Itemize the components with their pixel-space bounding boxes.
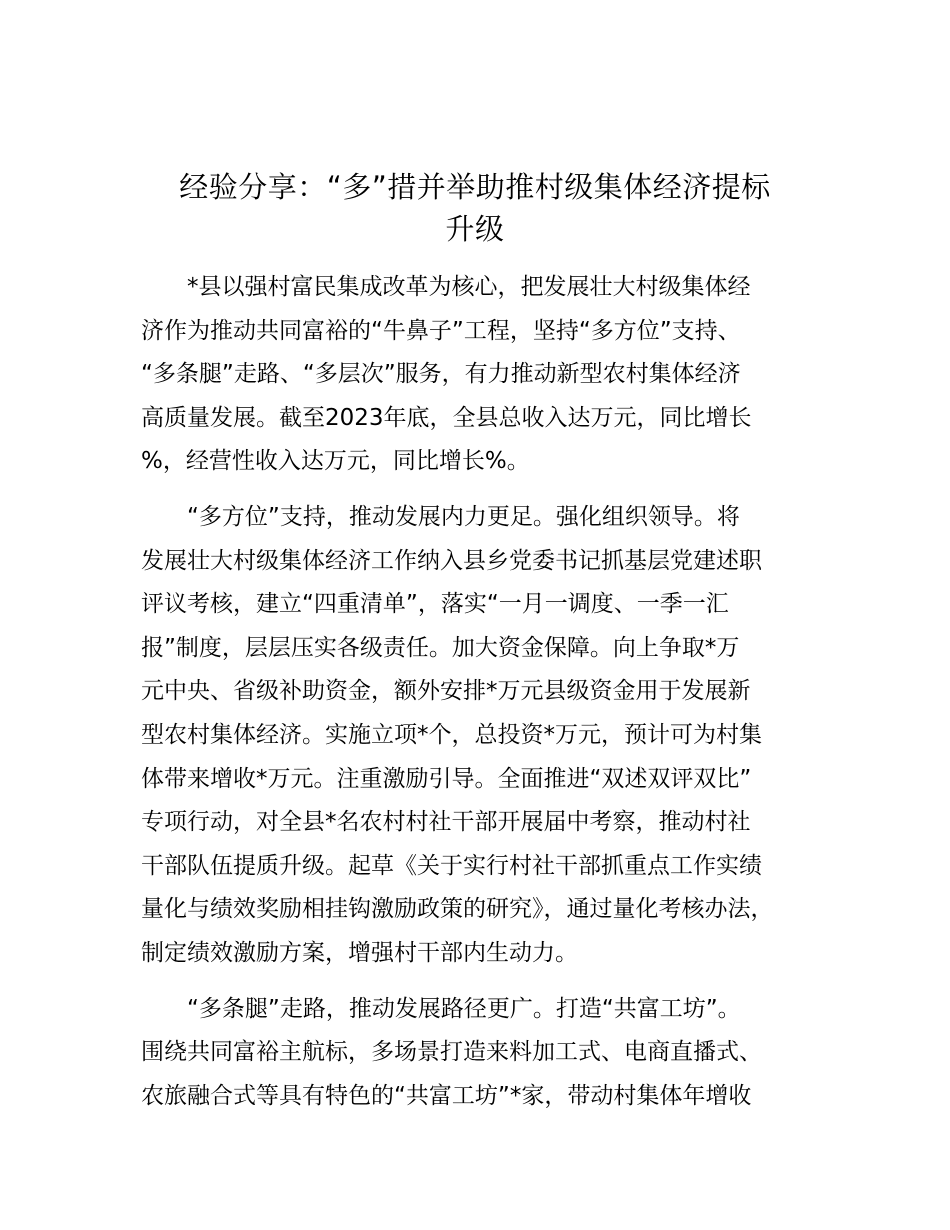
paragraph-line: 元中央、省级补助资金，额外安排*万元县级资金用于发展新 <box>141 678 751 705</box>
title-line: 经验分享：“多”措并举助推村级集体经济提标 <box>179 170 771 204</box>
document-body <box>141 266 831 1130</box>
paragraph-line: “多条腿”走路、“多层次”服务，有力推动新型农村集体经济 <box>141 361 741 388</box>
paragraph-multi-paths <box>141 988 831 1119</box>
paragraph-line: 高质量发展。截至2023年底，全县总收入达万元，同比增长 <box>141 404 752 431</box>
title-line: 升级 <box>445 212 505 246</box>
paragraph-line: 干部队伍提质升级。起草《关于实行村社干部抓重点工作实绩 <box>141 852 762 879</box>
paragraph-line: 发展壮大村级集体经济工作纳入县乡党委书记抓基层党建述职 <box>141 547 762 574</box>
paragraph-line: 济作为推动共同富裕的“牛鼻子”工程，坚持“多方位”支持、 <box>141 317 741 344</box>
paragraph-line: “多方位”支持，推动发展内力更足。强化组织领导。将 <box>187 503 740 530</box>
document-title <box>140 166 810 250</box>
paragraph-line: 农旅融合式等具有特色的“共富工坊”*家，带动村集体年增收 <box>141 1082 752 1109</box>
paragraph-line: 型农村集体经济。实施立项*个，总投资*万元，预计可为村集 <box>141 721 762 748</box>
paragraph-line: 报”制度，层层压实各级责任。加大资金保障。向上争取*万 <box>141 634 740 661</box>
paragraph-line: %，经营性收入达万元，同比增长%。 <box>141 448 530 475</box>
paragraph-line: 制定绩效激励方案，增强村干部内生动力。 <box>141 939 578 966</box>
paragraph-intro <box>141 266 831 484</box>
paragraph-multi-support <box>141 496 831 976</box>
paragraph-line: *县以强村富民集成改革为核心，把发展壮大村级集体经 <box>187 274 751 300</box>
paragraph-line: 量化与绩效奖励相挂钩激励政策的研究》，通过量化考核办法， <box>141 896 774 923</box>
paragraph-line: “多条腿”走路，推动发展路径更广。打造“共富工坊”。 <box>187 995 741 1022</box>
paragraph-line: 评议考核，建立“四重清单”，落实“一月一调度、一季一汇 <box>141 591 729 618</box>
paragraph-line: 专项行动，对全县*名农村村社干部开展届中考察，推动村社 <box>141 809 751 836</box>
paragraph-line: 围绕共同富裕主航标，多场景打造来料加工式、电商直播式、 <box>141 1039 762 1066</box>
paragraph-line: 体带来增收*万元。注重激励引导。全面推进“双述双评双比” <box>141 765 752 792</box>
